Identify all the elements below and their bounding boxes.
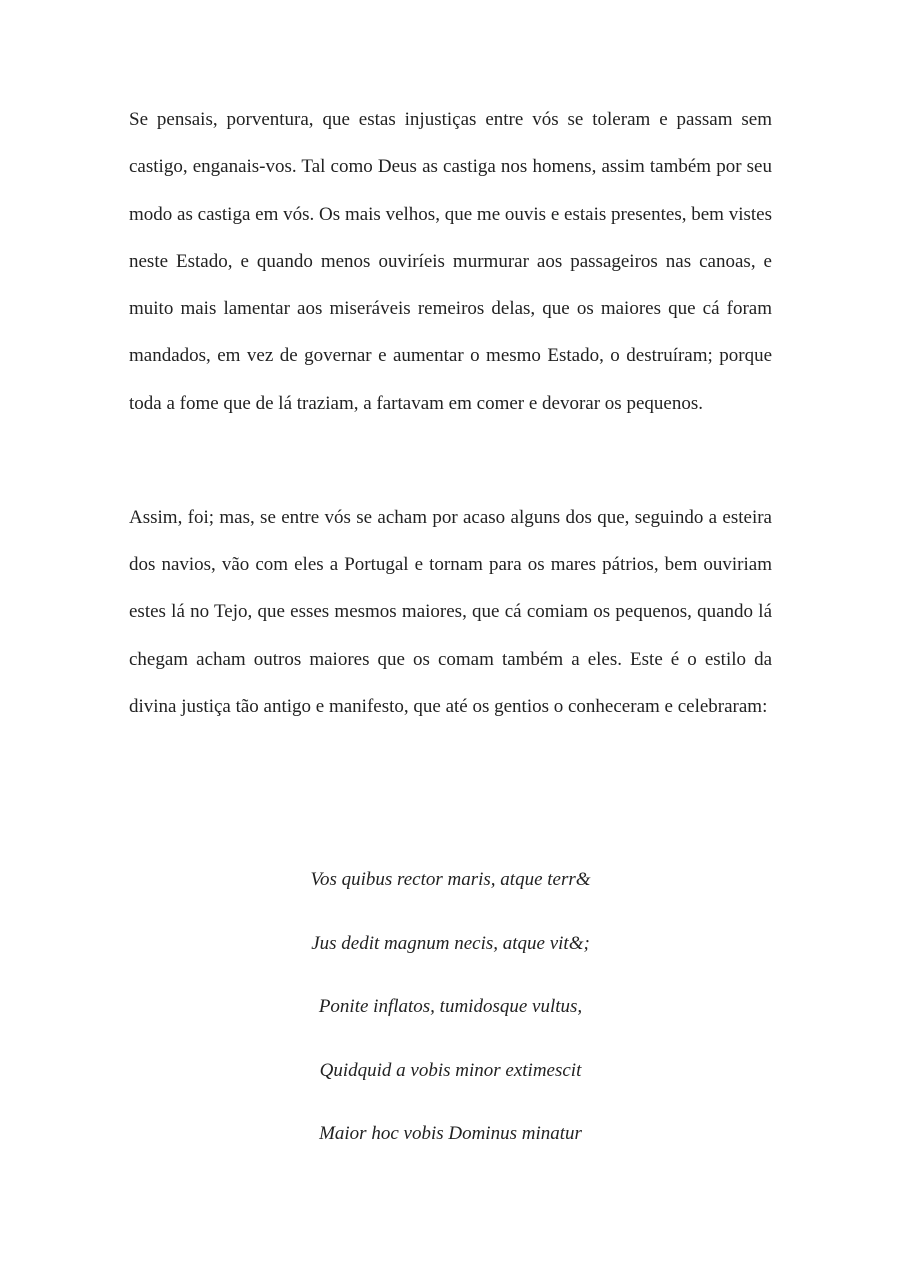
paragraph-injustices: Se pensais, porventura, que estas injustiças entre vós se toleram e passam sem castigo, enganais-vos. Tal como Deus as castiga nos homens, assim também por seu modo as castiga em vós. Os mais velhos, que me ouvis e estais presentes, bem vistes neste Estado, e quando menos ouviríeis murmurar aos passageiros nas canoas, e muito mais lamentar aos miseráveis remeiros delas, que os maiores que cá foram mandados, em vez de governar e aumentar o mesmo Estado, o destruíram; porque toda a fome que de lá traziam, a fartavam em comer e devorar os pequenos. xyxy=(129,109,772,414)
paragraph-divine-justice: Assim, foi; mas, se entre vós se acham por acaso alguns dos que, seguindo a esteira dos navios, vão com eles a Portugal e tornam para os mares pátrios, bem ouviriam estes lá no Tejo, que esses mesmos maiores, que cá comiam os pequenos, quando lá chegam acham outros maiores que os comam também a eles. Este é o estilo da divina justiça tão antigo e manifesto, que até os gentios o conheceram e celebraram: xyxy=(129,507,772,717)
verse-line: Jus dedit magnum necis, atque vit&; xyxy=(311,932,590,954)
verse-line: Vos quibus rector maris, atque terr& xyxy=(310,869,591,890)
verse-line: Ponite inflatos, tumidosque vultus, xyxy=(318,996,583,1017)
latin-verse xyxy=(129,856,772,1174)
verse-line: Quidquid a vobis minor extimescit xyxy=(319,1059,582,1081)
verse-line: Maior hoc vobis Dominus minatur xyxy=(319,1123,582,1144)
